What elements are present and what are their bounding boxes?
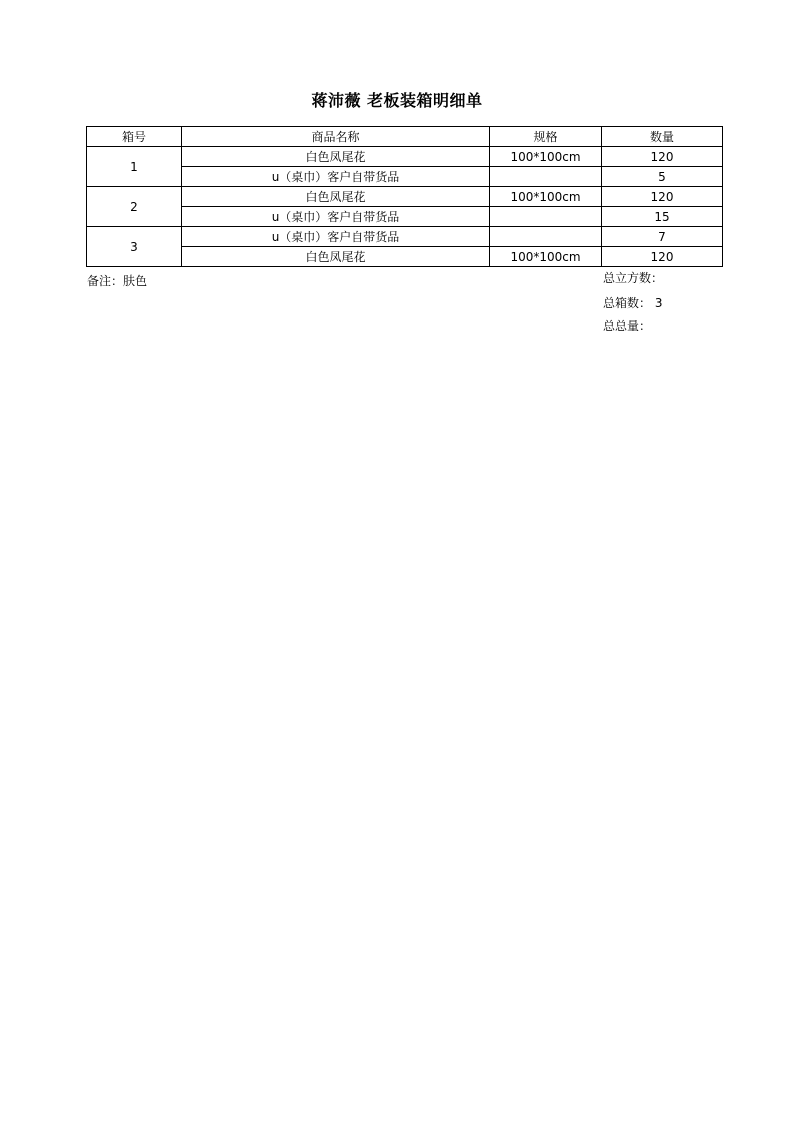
notes-text: 备注：肤色 [87,274,148,288]
table-row [87,227,723,247]
quantity-cell: 120 [602,147,723,167]
product-name-cell: u（桌巾）客户自带货品 [182,167,490,187]
document-title: 蒋沛薇 老板装箱明细单 [311,91,483,110]
table-row [87,147,723,167]
table-row [87,247,723,267]
spec-cell: 100*100cm [490,147,602,167]
product-name-cell: u（桌巾）客户自带货品 [182,227,490,247]
table-row [87,187,723,207]
spec-cell: 100*100cm [490,247,602,267]
spec-cell [490,227,602,247]
table-row [87,207,723,227]
box-number-cell: 1 [87,147,182,187]
spec-cell [490,207,602,227]
quantity-cell: 15 [602,207,723,227]
quantity-cell: 120 [602,187,723,207]
header-product-name: 商品名称 [182,127,490,147]
total-boxes-label: 总箱数： 3 [603,296,663,310]
quantity-cell: 5 [602,167,723,187]
header-quantity: 数量 [602,127,723,147]
packing-list-table [86,126,723,267]
product-name-cell: 白色凤尾花 [182,247,490,267]
quantity-cell: 120 [602,247,723,267]
box-number-cell: 3 [87,227,182,267]
product-name-cell: u（桌巾）客户自带货品 [182,207,490,227]
box-number-cell: 2 [87,187,182,227]
spec-cell [490,167,602,187]
header-box-no: 箱号 [87,127,182,147]
total-volume-label: 总立方数： [603,271,664,285]
total-weight-label: 总总量： [603,319,652,333]
header-spec: 规格 [490,127,602,147]
product-name-cell: 白色凤尾花 [182,147,490,167]
table-header-row [87,127,723,147]
quantity-cell: 7 [602,227,723,247]
table-row [87,167,723,187]
spec-cell: 100*100cm [490,187,602,207]
product-name-cell: 白色凤尾花 [182,187,490,207]
